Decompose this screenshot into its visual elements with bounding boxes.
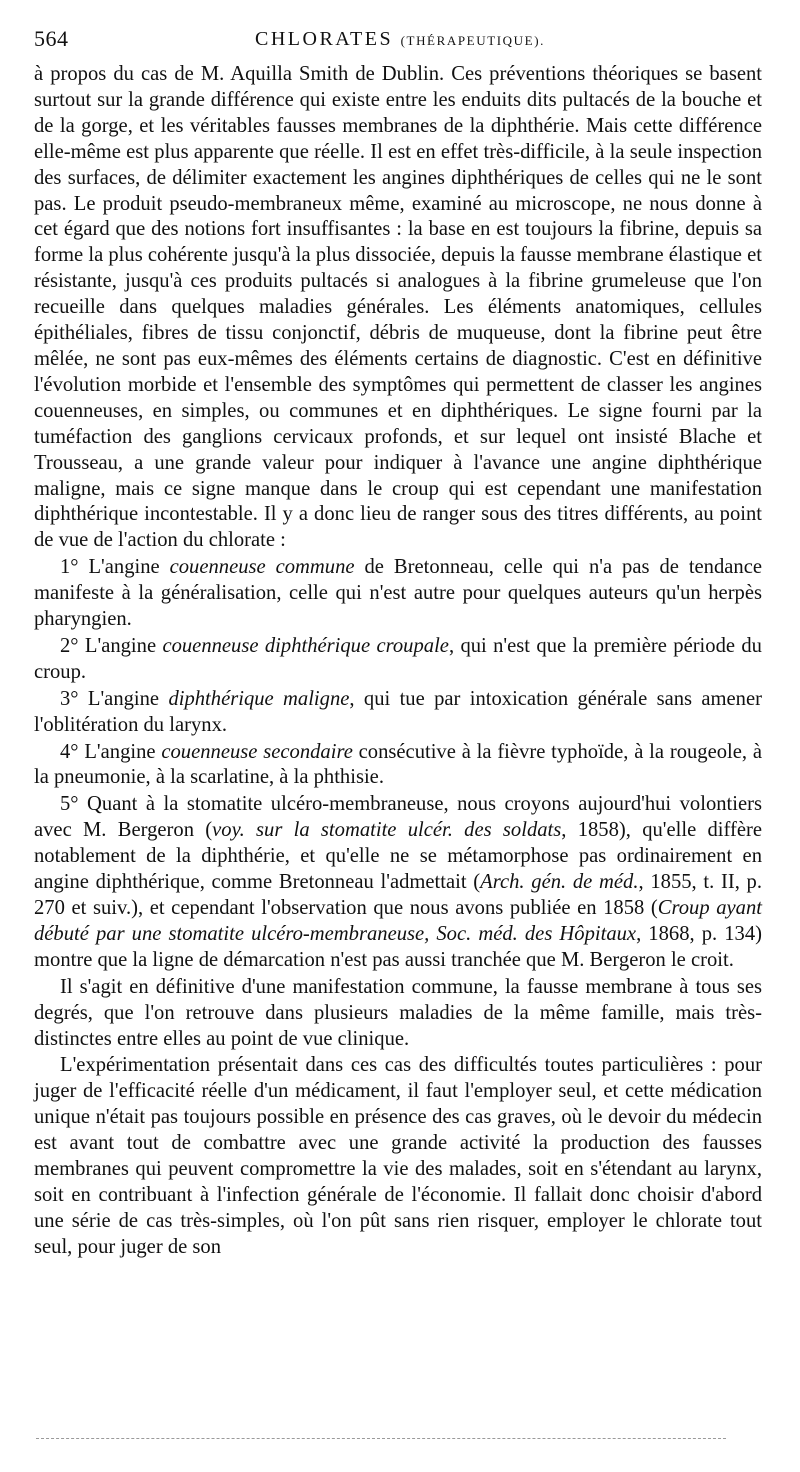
text-run: L'expérimentation présentait dans ces cas des difficultés toutes particulières : pour juger de l'efficacité réelle d'un médicament, il faut l'employer seul, et cette médication unique n'était pas toujours possible en présence des cas graves, où le devoir du médecin est avant tout de combattre avec une grande activité la production des fausses membranes qui peuvent compromettre la vie des malades, soit en s'étendant au larynx, soit en contribuant à l'infection générale de l'économie. Il fallait donc choisir d'abord une série de cas très-simples, où l'on pût sans rien risquer, employer le chlorate tout seul, pour juger de son — [34, 1054, 762, 1258]
running-head-subtitle: (THÉRAPEUTIQUE). — [400, 33, 545, 48]
text-run: , 1858), qu'elle diffère notablement de la diphthérie, et qu'elle ne se métamorphose pas ordinairement en angine diphthérique, comme Bretonneau l'admettait ( — [34, 819, 763, 894]
text-run: , qui tue par intoxication générale sans amener l'oblitération du larynx. — [34, 687, 762, 736]
footer-rule — [36, 1438, 726, 1439]
italic-text: voy. sur la stomatite ulcér. des soldats — [212, 819, 562, 842]
text-run: , 1855, t. II, p. 270 et suiv.), et cependant l'observation que nous avons publiée en 1858 ( — [34, 871, 762, 919]
running-head — [34, 28, 766, 51]
text-run: 3° L'angine — [60, 687, 169, 710]
paragraph — [34, 62, 762, 554]
text-run: Il s'agit en définitive d'une manifestation commune, la fausse membrane à tous ses degrés, que l'on retrouve dans plusieurs maladies de la même famille, mais très-distinctes entre elles au point de vue clinique. — [34, 975, 762, 1050]
text-run: 5° Quant à la stomatite ulcéro-membraneuse, nous croyons aujourd'hui volontiers avec M. Bergeron ( — [34, 793, 762, 842]
italic-text: diphthérique maligne — [168, 687, 350, 710]
paragraph — [34, 687, 762, 739]
text-run: 4° L'angine — [60, 740, 162, 763]
page-number: 564 — [34, 26, 69, 51]
text-run: 2° L'angine — [60, 634, 163, 657]
paragraph — [34, 975, 762, 1053]
running-head-title: CHLORATES — [255, 28, 394, 50]
italic-text: Croup ayant débuté par une stomatite ulcéro-membraneuse, Soc. méd. des Hôpitaux — [34, 897, 762, 945]
italic-text: couenneuse secondaire — [161, 740, 353, 763]
paragraph — [34, 634, 762, 686]
italic-text: couenneuse diphthérique croupale — [162, 634, 449, 657]
text-run: à propos du cas de M. Aquilla Smith de Dublin. Ces préventions théoriques se basent surtout sur la grande différence qui existe entre les enduits dits pultacés de la bouche et de la gorge, et les véritables fausses membranes de la diphthérie. Mais cette différence elle-même est plus apparente que réelle. Il est en effet très-difficile, à la seule inspection des surfaces, de délimiter exactement les angines diphthériques de celles qui ne le sont pas. Le produit pseudo-membraneux même, examiné au microscope, ne nous donne à cet égard que des notions fort insuffisantes : la base en est toujours la fibrine, depuis sa forme la plus cohérente jusqu'à la plus dissociée, depuis la fausse membrane élastique et résistante, jusqu'à ces produits pultacés si analogues à la fibrine grumeleuse que l'on recueille dans quelques maladies générales. Les éléments anatomiques, cellules épithéliales, fibres de tissu conjonctif, débris de muqueuse, dont la fibrine peut être mêlée, ne sont pas eux-mêmes des éléments certains de diagnostic. C'est en définitive l'évolution morbide et l'ensemble des symptômes qui permettent de classer les angines couenneuses, en simples, ou communes et en diphthériques. Le signe fourni par la tuméfaction des ganglions cervicaux profonds, et sur lequel ont insisté Blache et Trousseau, a une grande valeur pour indiquer à l'avance une angine diphthérique maligne, mais ce signe manque dans le croup qui est cependant une manifestation diphthérique incontestable. Il y a donc lieu de ranger sous des titres différents, au point de vue de l'action du chlorate : — [34, 63, 762, 552]
paragraph — [34, 740, 762, 792]
page-header — [34, 26, 766, 56]
text-run: 1° L'angine — [60, 556, 170, 579]
italic-text: couenneuse commune — [169, 556, 355, 579]
text-run: , 1868, p. 134) montre que la ligne de démarcation n'est pas aussi tranchée que M. Bergeron le croit. — [34, 922, 763, 971]
text-run: consécutive à la fièvre typhoïde, à la rougeole, à la pneumonie, à la scarlatine, à la phthisie. — [34, 740, 762, 789]
paragraph — [34, 792, 762, 973]
body-text — [34, 62, 762, 1262]
paragraph — [34, 555, 762, 633]
paragraph — [34, 1053, 762, 1260]
text-run: , qui n'est que la première période du croup. — [34, 634, 762, 683]
italic-text: Arch. gén. de méd. — [480, 871, 639, 894]
text-run: de Bretonneau, celle qui n'a pas de tendance manifeste à la généralisation, celle qui n'est autre pour quelques auteurs qu'un herpès pharyngien. — [34, 556, 762, 631]
